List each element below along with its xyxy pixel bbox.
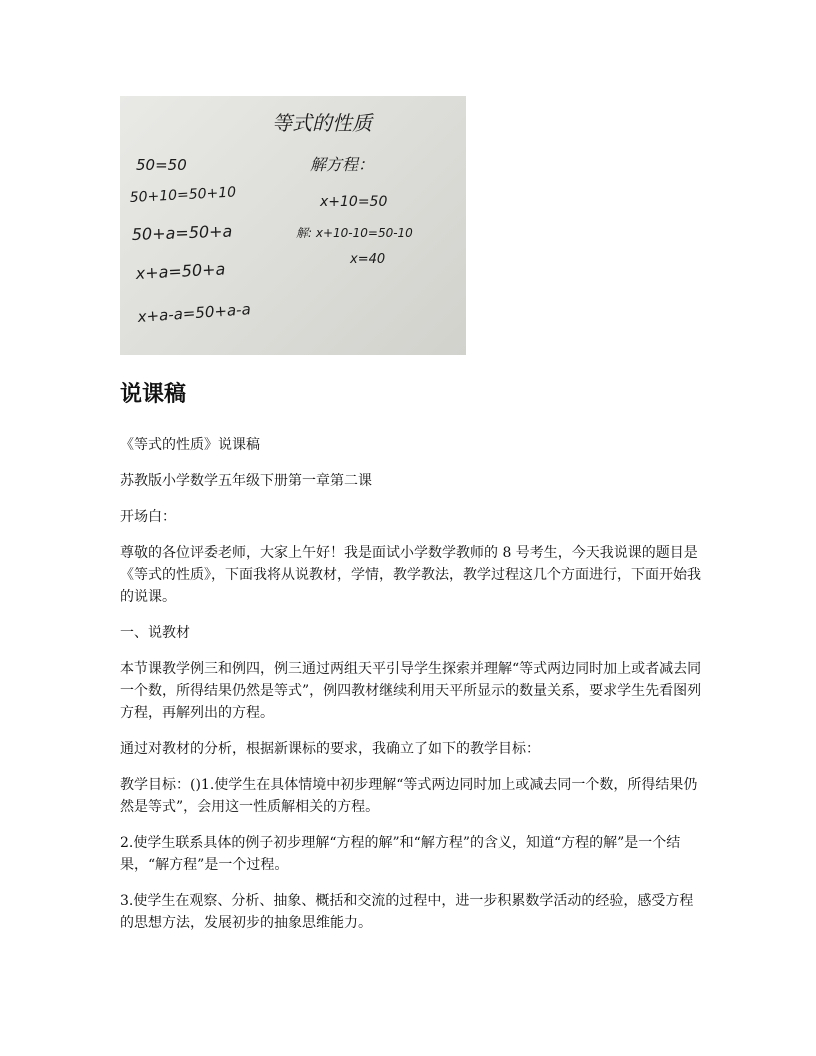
course-info: 苏教版小学数学五年级下册第一章第二课: [120, 473, 372, 489]
opening-paragraph: 尊敬的各位评委老师，大家上午好！我是面试小学数学教师的 8 号考生，今天我说课的题目是《等式的性质》，下面我将从说教材，学情，教学教法，教学过程这几个方面进行，下面开始我的说课。: [120, 545, 701, 605]
photo-left-line-2: 50+10=50+10: [129, 184, 237, 206]
textbook-paragraph: 本节课教学例三和例四，例三通过两组天平引导学生探索并理解“等式两边同时加上或者减去同一个数，所得结果仍然是等式”，例四教材继续利用天平所显示的数量关系，要求学生先看图列方程，再解列出的方程。: [120, 661, 702, 721]
photo-left-line-4: x+a=50+a: [135, 259, 226, 283]
goal-item-3: 3.使学生在观察、分析、抽象、概括和交流的过程中，进一步积累数学活动的经验，感受方程的思想方法，发展初步的抽象思维能力。: [120, 893, 694, 931]
photo-solve-label: 解方程：: [310, 155, 375, 174]
section-one-title: 一、说教材: [120, 625, 190, 641]
photo-right-line-1: x+10=50: [320, 194, 388, 210]
photo-title: 等式的性质: [272, 111, 372, 135]
goal-item-2: 2.使学生联系具体的例子初步理解“方程的解”和“解方程”的含义，知道“方程的解”是一个结果，“解方程”是一个过程。: [120, 835, 681, 873]
document-body: [120, 434, 702, 948]
analysis-paragraph: 通过对教材的分析，根据新课标的要求，我确立了如下的教学目标：: [120, 741, 540, 757]
photo-left-line-5: x+a-a=50+a-a: [137, 300, 252, 326]
whiteboard-photo: [120, 96, 466, 355]
photo-right-line-2: 解: x+10-10=50-10: [296, 226, 413, 240]
photo-right-line-3: x=40: [350, 252, 386, 267]
goal-item-1: 教学目标：()1.使学生在具体情境中初步理解“等式两边同时加上或减去同一个数，所得结果仍然是等式”，会用这一性质解相关的方程。: [120, 777, 698, 815]
doc-title: 《等式的性质》说课稿: [120, 437, 260, 453]
photo-left-line-3: 50+a=50+a: [131, 221, 233, 244]
whiteboard-svg: [120, 96, 466, 355]
photo-left-line-1: 50=50: [136, 156, 187, 174]
section-heading: 说课稿: [120, 382, 187, 407]
opening-label: 开场白：: [120, 509, 176, 525]
